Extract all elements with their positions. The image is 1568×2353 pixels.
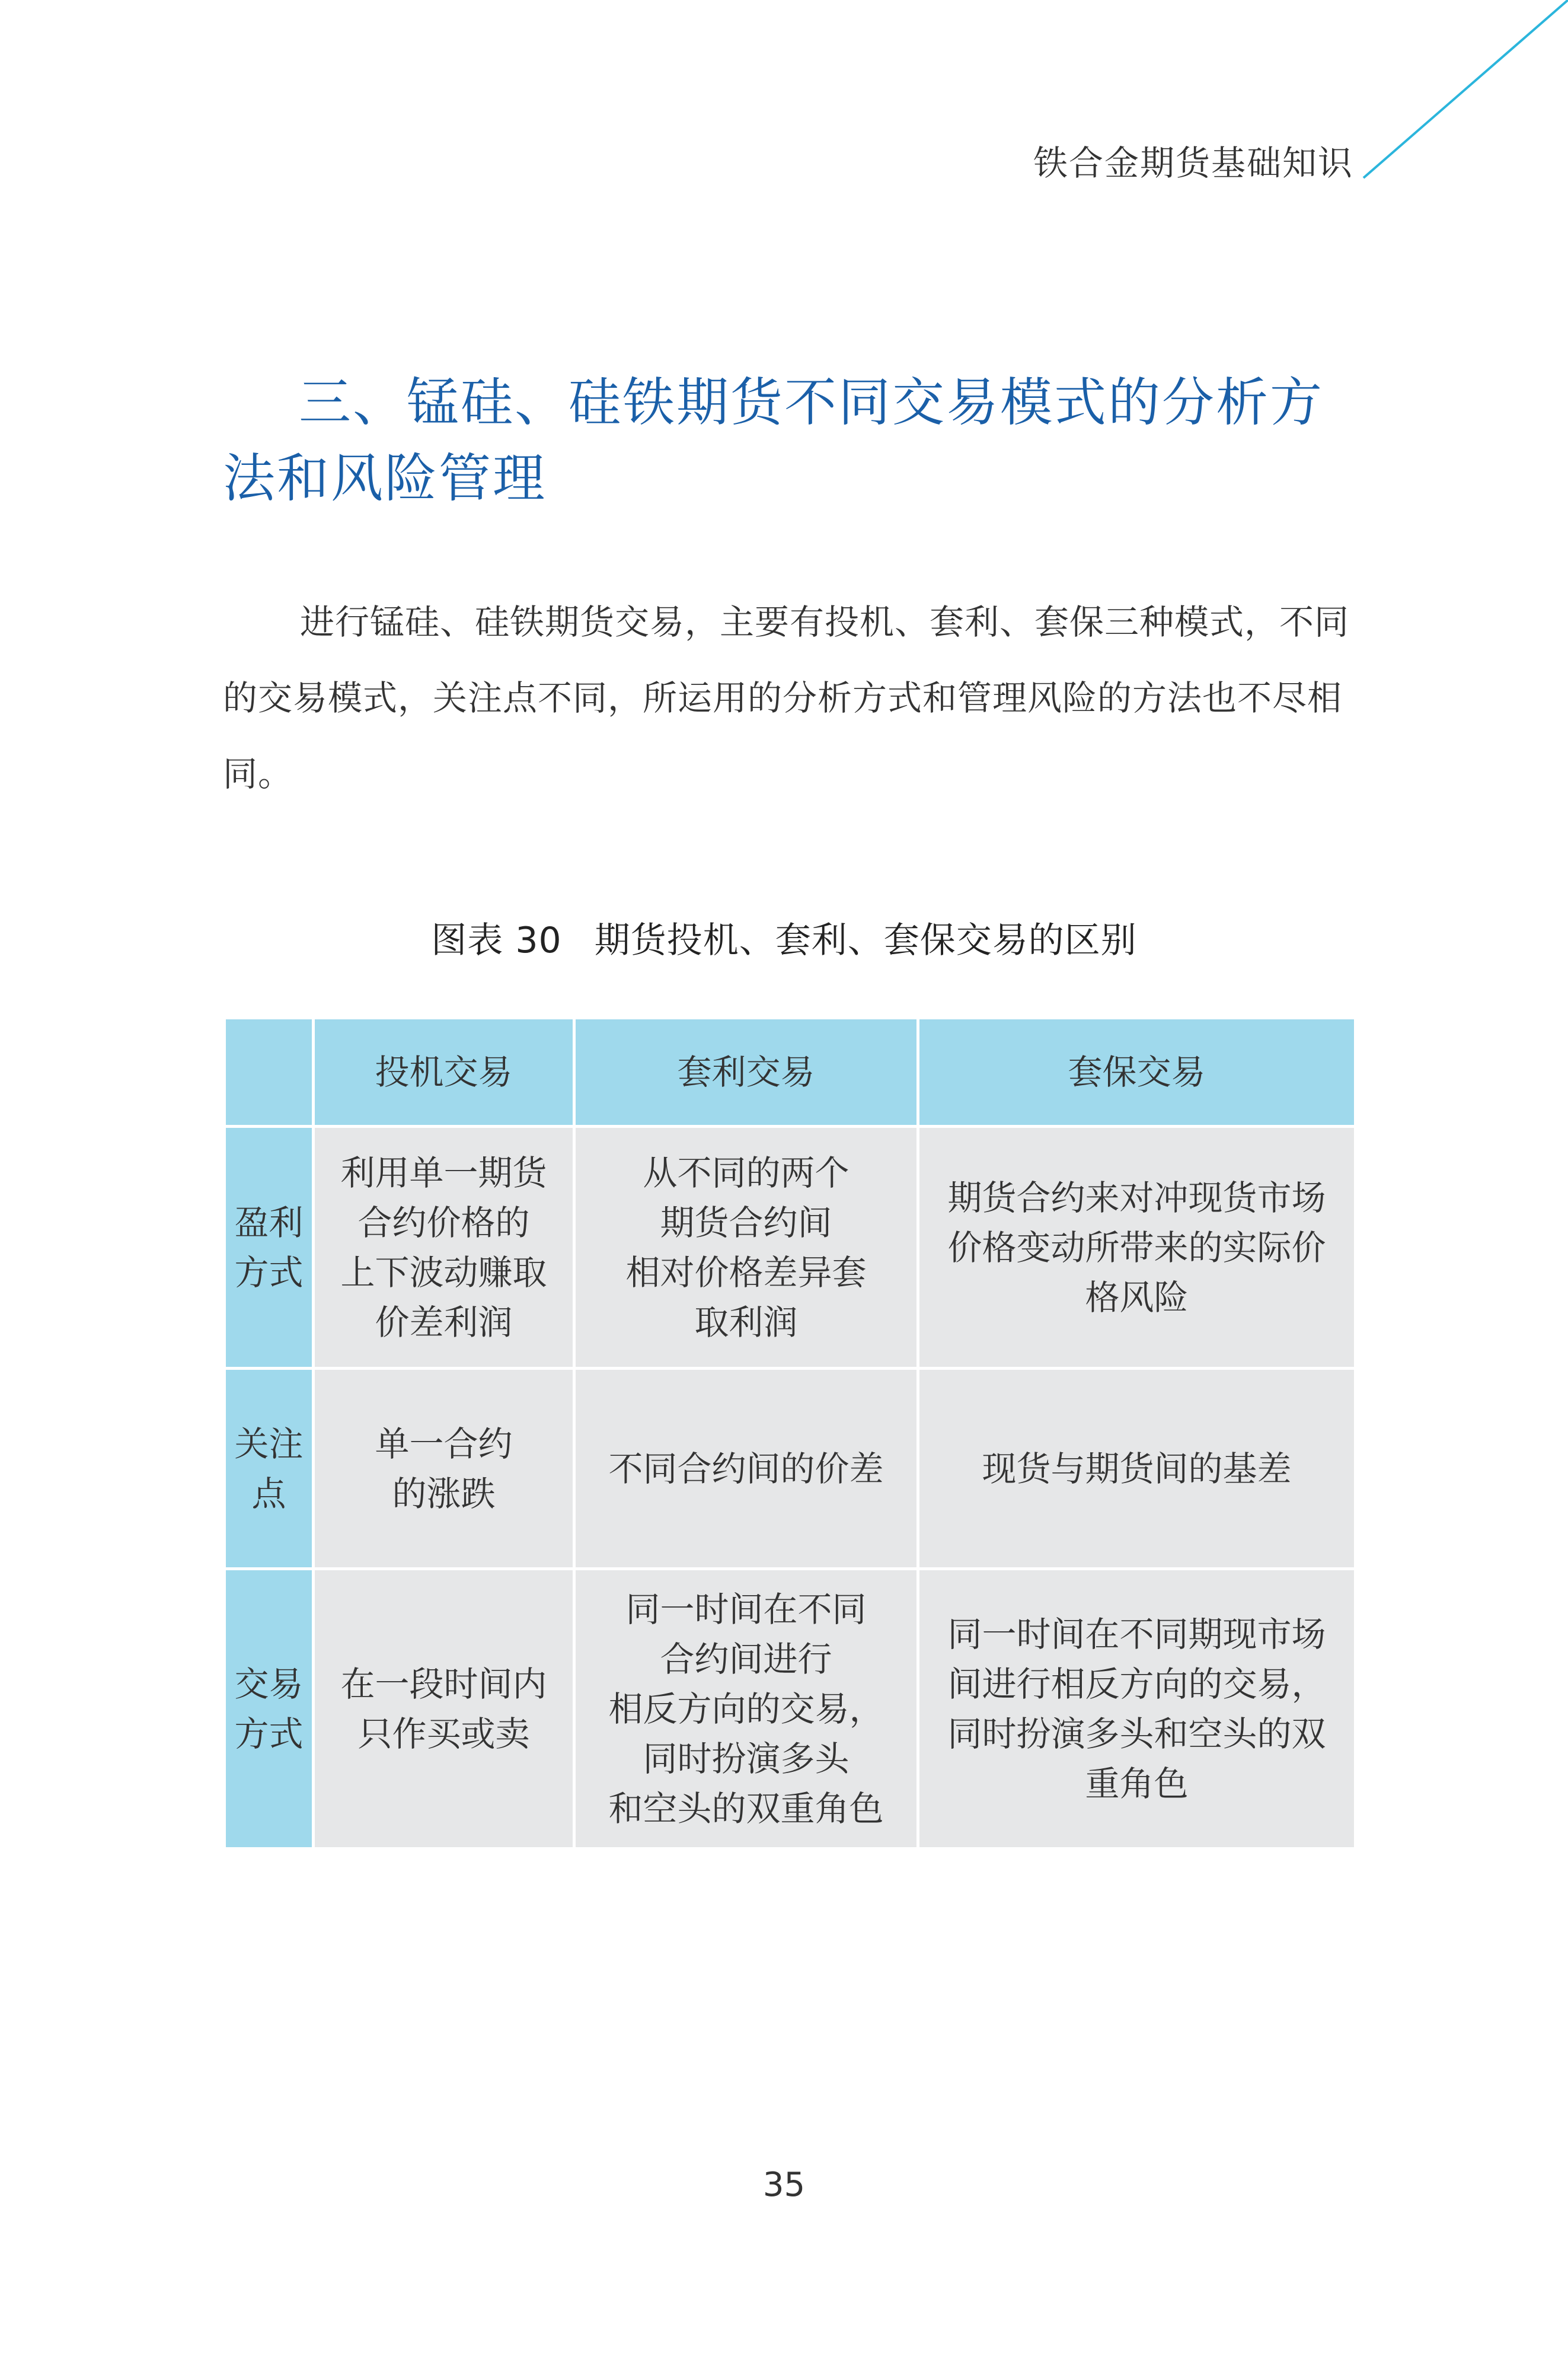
comparison-table xyxy=(223,1016,1357,1850)
table-row xyxy=(225,1369,1356,1569)
column-header-arbitrage: 套利交易 xyxy=(574,1018,918,1127)
cell-hedging-focus: 现货与期货间的基差 xyxy=(918,1369,1356,1569)
row-header-trade-mode: 交易 方式 xyxy=(225,1569,314,1849)
cell-arbitrage-focus: 不同合约间的价差 xyxy=(574,1369,918,1569)
column-header-speculation: 投机交易 xyxy=(314,1018,574,1127)
row-header-profit-mode: 盈利 方式 xyxy=(225,1127,314,1369)
cell-speculation-trade: 在一段时间内 只作买或卖 xyxy=(314,1569,574,1849)
cell-arbitrage-profit: 从不同的两个 期货合约间 相对价格差异套 取利润 xyxy=(574,1127,918,1369)
table-header-row xyxy=(225,1018,1356,1127)
figure-caption xyxy=(0,912,1568,963)
cell-speculation-focus: 单一合约 的涨跌 xyxy=(314,1369,574,1569)
intro-paragraph: 进行锰硅、硅铁期货交易，主要有投机、套利、套保三种模式，不同的交易模式，关注点不同，所运用的分析方式和管理风险的方法也不尽相同。 xyxy=(223,602,1350,794)
cell-arbitrage-trade: 同一时间在不同 合约间进行 相反方向的交易， 同时扮演多头 和空头的双重角色 xyxy=(574,1569,918,1849)
column-header-hedging: 套保交易 xyxy=(918,1018,1356,1127)
figure-number: 图表 30 xyxy=(431,920,562,961)
cell-hedging-trade: 同一时间在不同期现市场 间进行相反方向的交易， 同时扮演多头和空头的双 重角色 xyxy=(918,1569,1356,1849)
table-row xyxy=(225,1569,1356,1849)
section-title: 三、锰硅、硅铁期货不同交易模式的分析方法和风险管理 xyxy=(223,372,1324,509)
figure-caption-text: 期货投机、套利、套保交易的区别 xyxy=(594,920,1137,961)
running-header: 铁合金期货基础知识 xyxy=(1033,143,1353,183)
table-corner-cell xyxy=(225,1018,314,1127)
table-row xyxy=(225,1127,1356,1369)
cell-hedging-profit: 期货合约来对冲现货市场 价格变动所带来的实际价 格风险 xyxy=(918,1127,1356,1369)
cell-speculation-profit: 利用单一期货 合约价格的 上下波动赚取 价差利润 xyxy=(314,1127,574,1369)
page-number: 35 xyxy=(762,2166,806,2204)
row-header-focus-point: 关注 点 xyxy=(225,1369,314,1569)
